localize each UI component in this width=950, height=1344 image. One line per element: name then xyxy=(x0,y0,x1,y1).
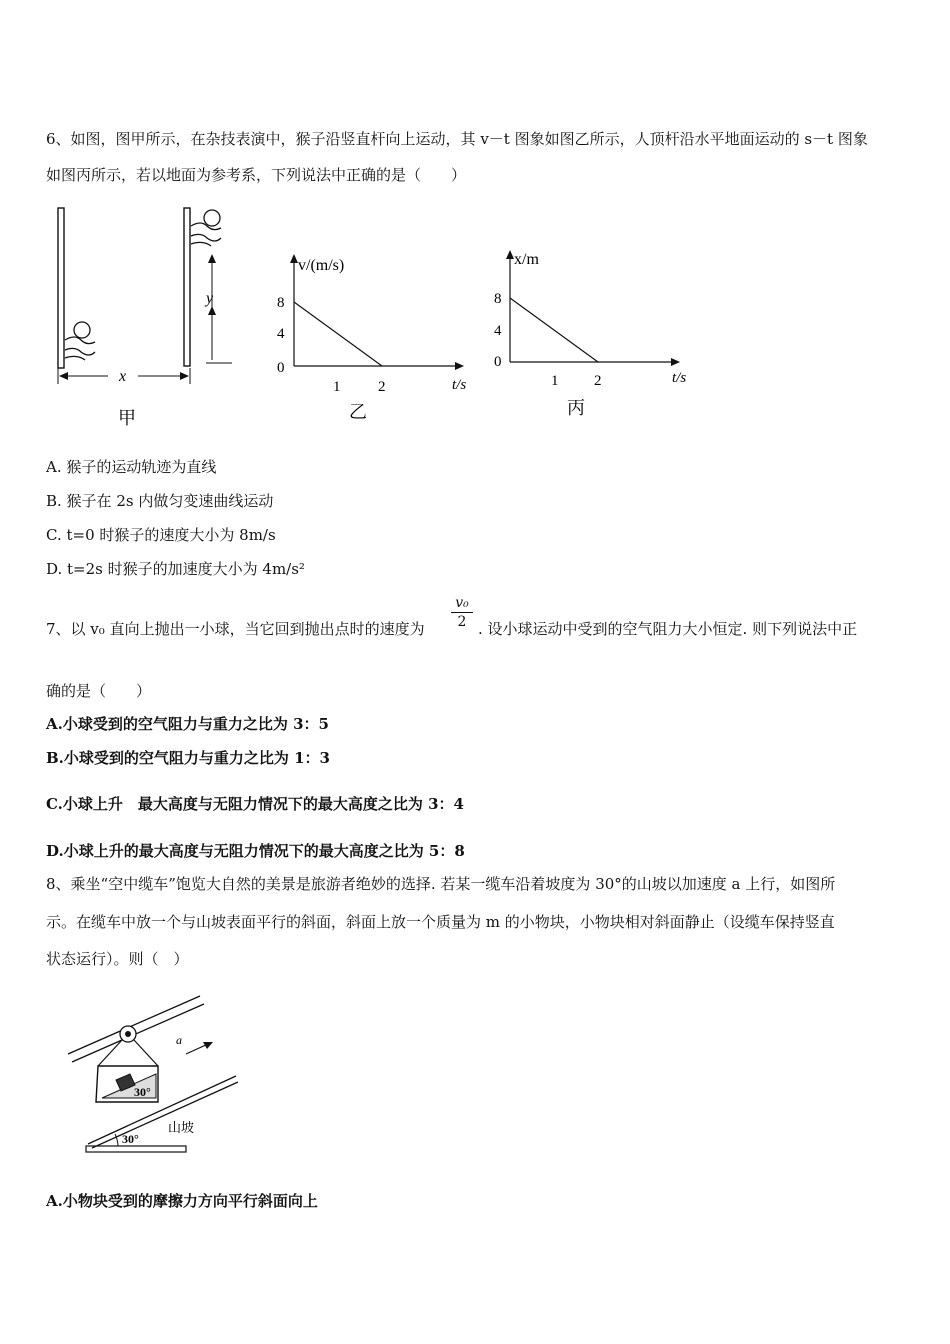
chart-bing xyxy=(488,242,698,422)
q6-option-b: B. 猴子在 2s 内做匀变速曲线运动 xyxy=(46,492,274,510)
q6-option-c: C. t=0 时猴子的速度大小为 8m/s xyxy=(46,526,276,544)
angle-slope-label: 30° xyxy=(122,1132,139,1146)
yi-xtick-1: 1 xyxy=(333,379,341,395)
bing-caption: 丙 xyxy=(567,398,585,418)
yi-xtick-2: 2 xyxy=(378,379,386,395)
bing-ytick-8: 8 xyxy=(494,291,502,307)
yi-ytick-4: 4 xyxy=(277,326,285,342)
yi-ytick-8: 8 xyxy=(277,295,285,311)
q7-frac-den: 2 xyxy=(457,614,467,630)
bing-xtick-1: 1 xyxy=(551,373,559,389)
q6-stem-line2: 如图丙所示，若以地面为参考系，下列说法中正确的是（ ） xyxy=(46,166,467,184)
q6-option-d: D. t=2s 时猴子的加速度大小为 4m/s² xyxy=(46,560,305,578)
yi-caption: 乙 xyxy=(349,402,367,422)
yi-ylabel: v/(m/s) xyxy=(298,257,345,274)
slope-label: 山坡 xyxy=(168,1120,195,1135)
q7-stem-post: . 设小球运动中受到的空气阻力大小恒定. 则下列说法中正 xyxy=(478,620,858,638)
q7-frac-num: v₀ xyxy=(451,594,473,613)
ground-base xyxy=(86,1146,186,1152)
jia-caption: 甲 xyxy=(118,408,136,428)
bing-series-line xyxy=(510,298,598,362)
q7-fraction xyxy=(451,594,473,631)
q8-stem-line2: 示。在缆车中放一个与山坡表面平行的斜面，斜面上放一个质量为 m 的小物块，小物块相对斜面静止（设缆车保持竖直 xyxy=(46,913,835,931)
q8-stem-line3: 状态运行）。则（ ） xyxy=(46,950,189,968)
q7-option-a: A.小球受到的空气阻力与重力之比为 3：5 xyxy=(46,715,329,733)
q7-option-c: C.小球上升 最大高度与无阻力情况下的最大高度之比为 3：4 xyxy=(46,795,464,813)
yi-ytick-0: 0 xyxy=(277,360,285,376)
q7-option-d: D.小球上升的最大高度与无阻力情况下的最大高度之比为 5：8 xyxy=(46,842,465,860)
yi-series-line xyxy=(294,302,382,366)
q8-stem-line1: 8、乘坐“空中缆车”饱览大自然的美景是旅游者绝妙的选择. 若某一缆车沿着坡度为 30°的山坡以加速度 a 上行，如图所 xyxy=(46,875,836,893)
bing-ytick-0: 0 xyxy=(494,354,502,370)
accel-arrow xyxy=(186,1044,208,1054)
jia-y-label: y xyxy=(206,290,214,307)
monkey-top-icon xyxy=(191,210,221,246)
figure-jia xyxy=(46,200,246,430)
slope-line xyxy=(88,1076,236,1144)
bing-xlabel: t/s xyxy=(672,370,687,386)
cable-car-figure xyxy=(60,992,260,1162)
bing-xtick-2: 2 xyxy=(594,373,602,389)
yi-xlabel: t/s xyxy=(452,377,467,393)
bing-ytick-4: 4 xyxy=(494,323,502,339)
jia-x-label: x xyxy=(119,368,127,385)
chart-yi xyxy=(272,246,472,426)
q7-option-b: B.小球受到的空气阻力与重力之比为 1：3 xyxy=(46,749,330,767)
angle-inner-label: 30° xyxy=(134,1085,151,1099)
bing-ylabel: x/m xyxy=(514,251,539,268)
q6-option-a: A. 猴子的运动轨迹为直线 xyxy=(46,458,217,476)
q7-stem-line2: 确的是（ ） xyxy=(46,682,152,700)
q6-stem-line1: 6、如图，图甲所示，在杂技表演中，猴子沿竖直杆向上运动，其 v－t 图象如图乙所示，人顶杆沿水平地面运动的 s－t 图象 xyxy=(46,130,868,148)
q8-option-a: A.小物块受到的摩擦力方向平行斜面向上 xyxy=(46,1192,318,1210)
monkey-bottom-icon xyxy=(65,322,95,360)
accel-label: a xyxy=(176,1033,182,1047)
q7-stem-pre: 7、以 v₀ 直向上抛出一小球，当它回到抛出点时的速度为 xyxy=(46,620,425,638)
